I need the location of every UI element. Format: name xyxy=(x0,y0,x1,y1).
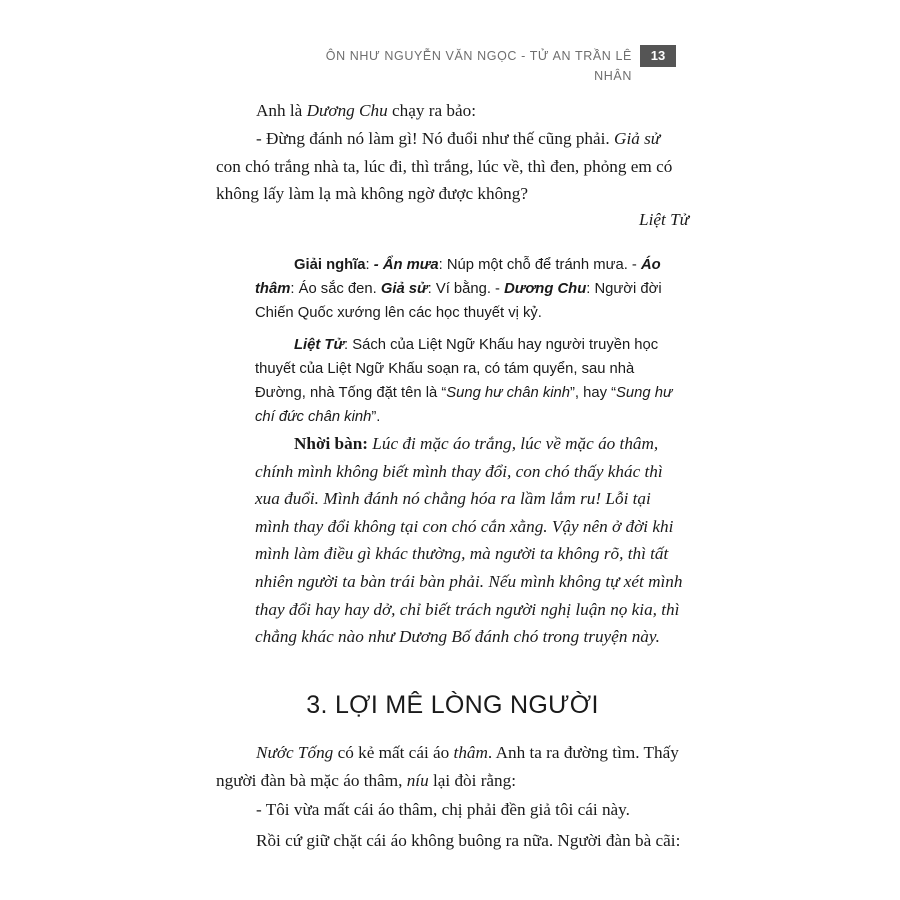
commentary-label: Nhời bàn: xyxy=(294,434,368,453)
paragraph-4: - Tôi vừa mất cái áo thâm, chị phải đền giả tôi cái này. xyxy=(256,800,630,819)
running-header: ÔN NHƯ NGUYỄN VĂN NGỌC - TỬ AN TRẦN LÊ NHÂN xyxy=(325,49,632,83)
page-number: 13 xyxy=(640,45,676,67)
paragraph-5: Rồi cứ giữ chặt cái áo không buông ra nữa. Người đàn bà cãi: xyxy=(256,831,681,850)
term-gia-su: Giả sử xyxy=(614,129,661,148)
note-glossary: Giải nghĩa: - Ẩn mưa: Núp một chỗ để tránh mưa. - Áo thâm: Áo sắc đen. Giả sử: Ví bằng. - Dương Chu: Người đời Chiến Quốc xướng lên các học thuyết vị kỷ. xyxy=(255,257,662,321)
section-title: 3. LỢI MÊ LÒNG NGƯỜI xyxy=(306,691,599,719)
commentary xyxy=(255,430,689,651)
attribution: Liệt Tử xyxy=(639,210,689,229)
note-liet-tu: Liệt Tử: Sách của Liệt Ngữ Khấu hay người truyền học thuyết của Liệt Ngữ Khấu soạn ra, có tám quyển, sau nhà Đường, nhà Tống đặt tên là “Sung hư chân kinh”, hay “Sung hư chí đức chân kinh”. xyxy=(255,337,673,425)
paragraph-2: - Đừng đánh nó làm gì! Nó đuổi như thế cũng phải. Giả sử con chó trắng nhà ta, lúc đi, thì trắng, lúc về, thì đen, phỏng em có không lấy làm lạ mà không ngờ được không? xyxy=(216,129,673,203)
paragraph-1: Anh là Dương Chu chạy ra bảo: xyxy=(256,101,476,120)
glossary-label: Giải nghĩa xyxy=(294,257,366,273)
commentary-text: Lúc đi mặc áo trắng, lúc về mặc áo thâm, chính mình không biết mình thay đổi, con chó thấy khác thì xua đuổi. Mình đánh nó chẳng hóa ra lầm lắm ru! Lỗi tại mình thay đổi không tại con chó cắn xằng. Vậy nên ở đời khi mình làm điều gì khác thường, mà người ta không rõ, thì tất nhiên người ta bàn trái bàn phải. Nếu mình không tự xét mình thay đổi hay hay dở, chỉ biết trách người nghị luận nọ kia, thì chẳng khác nào như Dương Bố đánh chó trong truyện này. xyxy=(255,434,683,647)
paragraph-3: Nước Tống có kẻ mất cái áo thâm. Anh ta ra đường tìm. Thấy người đàn bà mặc áo thâm, níu lại đòi rằng: xyxy=(216,743,679,790)
term-liet-tu: Liệt Tử xyxy=(294,337,345,353)
name-duong-chu: Dương Chu xyxy=(306,101,388,120)
